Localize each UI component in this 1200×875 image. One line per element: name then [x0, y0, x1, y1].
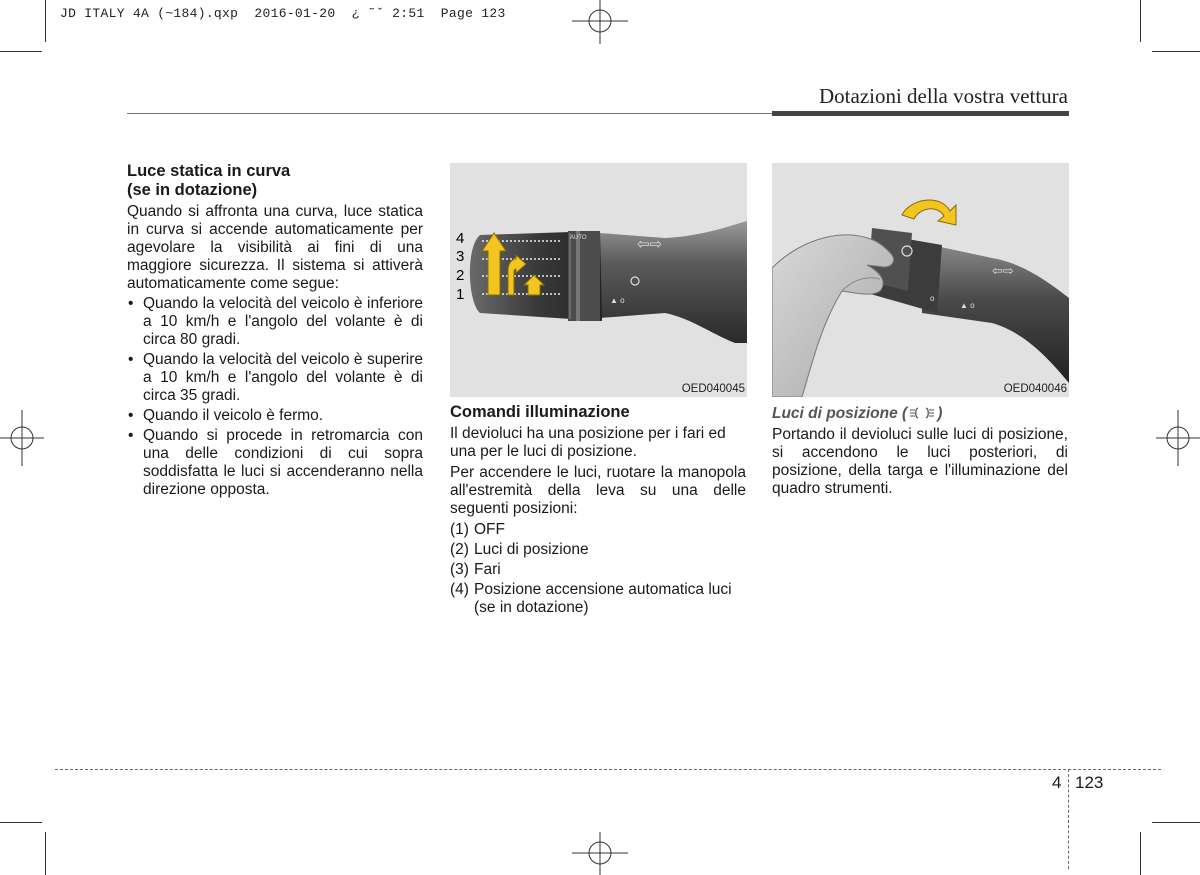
bullet-list — [127, 295, 423, 499]
auto-label: AUTO — [570, 235, 587, 241]
parking-light-icon — [909, 406, 935, 420]
rotate-arrow-icon — [902, 200, 956, 225]
light-switch-figure — [450, 163, 747, 397]
column-light-controls — [450, 403, 746, 619]
column-position-lights — [772, 405, 1068, 498]
position-label: 1 — [456, 286, 465, 303]
crop-mark — [1140, 832, 1141, 875]
paragraph: Il devioluci ha una posizione per i fari ed una per le luci di posizione. — [450, 425, 726, 460]
position-label: 2 — [456, 267, 465, 284]
cornering-light-heading — [127, 162, 423, 200]
chapter-number: 4 — [1052, 773, 1062, 792]
header-rule-bar — [772, 111, 1069, 116]
crop-mark — [0, 51, 42, 52]
crop-mark — [45, 832, 46, 875]
crop-mark — [45, 0, 46, 42]
section-title: Dotazioni della vostra vettura — [819, 84, 1068, 108]
list-item: (3) Fari — [450, 561, 501, 578]
hand-switch-illustration — [772, 163, 1069, 397]
crop-mark — [0, 822, 42, 823]
footer-divider — [1068, 769, 1069, 869]
svg-text:⇦⇨: ⇦⇨ — [637, 235, 663, 253]
svg-text:⇦⇨: ⇦⇨ — [992, 264, 1014, 279]
intro-paragraph: Quando si affronta una curva, luce statica in curva si accende automaticamente per agevolare la visibilità ai fini di una maggiore sicurezza. Il sistema si attiverà automaticamente come segue: — [127, 203, 423, 292]
svg-text:▲ o: ▲ o — [960, 301, 975, 310]
list-item: • Quando la velocità del veicolo è inferiore a 10 km/h e l'angolo del volante è di circa 80 gradi. — [128, 295, 423, 348]
position-label: 3 — [456, 248, 465, 265]
crop-mark — [1140, 0, 1141, 42]
position-lights-subtitle: Luci di posizione ( ) — [772, 405, 943, 422]
column-cornering-light — [127, 162, 423, 501]
svg-text:o: o — [930, 294, 935, 303]
figure-code: OED040046 — [1003, 383, 1067, 395]
list-item: • Quando si procede in retromarcia con una delle condizioni di cui sopra soddisfatta le luci si accenderanno nella direzione opposta. — [128, 427, 423, 498]
paragraph: Per accendere le luci, ruotare la manopola all'estremità della leva su una delle seguenti posizioni: — [450, 464, 746, 517]
list-item: (4) Posizione accensione automatica luci (se in dotazione) — [450, 581, 732, 616]
list-item: (2) Luci di posizione — [450, 541, 589, 558]
header-rule — [127, 113, 772, 114]
heading-line: Luce statica in curva — [127, 162, 291, 180]
page-number: 123 — [1075, 773, 1104, 792]
light-controls-heading: Comandi illuminazione — [450, 403, 630, 421]
heading-line: (se in dotazione) — [127, 181, 258, 199]
hand-rotating-switch-figure — [772, 163, 1069, 397]
figure-code: OED040045 — [681, 383, 745, 395]
list-item: • Quando la velocità del veicolo è superire a 10 km/h e l'angolo del volante è di circa 35 gradi. — [128, 351, 423, 404]
list-item: • Quando il veicolo è fermo. — [128, 407, 324, 424]
registration-mark-bottom — [572, 832, 628, 875]
position-list — [450, 521, 746, 617]
light-switch-illustration — [450, 163, 747, 397]
svg-text:▲ o: ▲ o — [610, 296, 625, 305]
footer-rule — [55, 769, 1161, 770]
crop-mark — [1152, 822, 1200, 823]
print-slug: JD ITALY 4A (~184).qxp 2016-01-20 ¿ ˜ˇ 2:51 Page 123 — [60, 6, 506, 21]
paragraph: Portando il devioluci sulle luci di posizione, si accendono le luci posteriori, di posizione, della targa e l'illuminazione del quadro strumenti. — [772, 426, 1068, 497]
list-item: (1) OFF — [450, 521, 505, 538]
registration-mark-top — [572, 0, 628, 44]
registration-mark-right — [1156, 410, 1200, 466]
position-label: 4 — [456, 230, 465, 247]
registration-mark-left — [0, 410, 44, 466]
crop-mark — [1152, 51, 1200, 52]
